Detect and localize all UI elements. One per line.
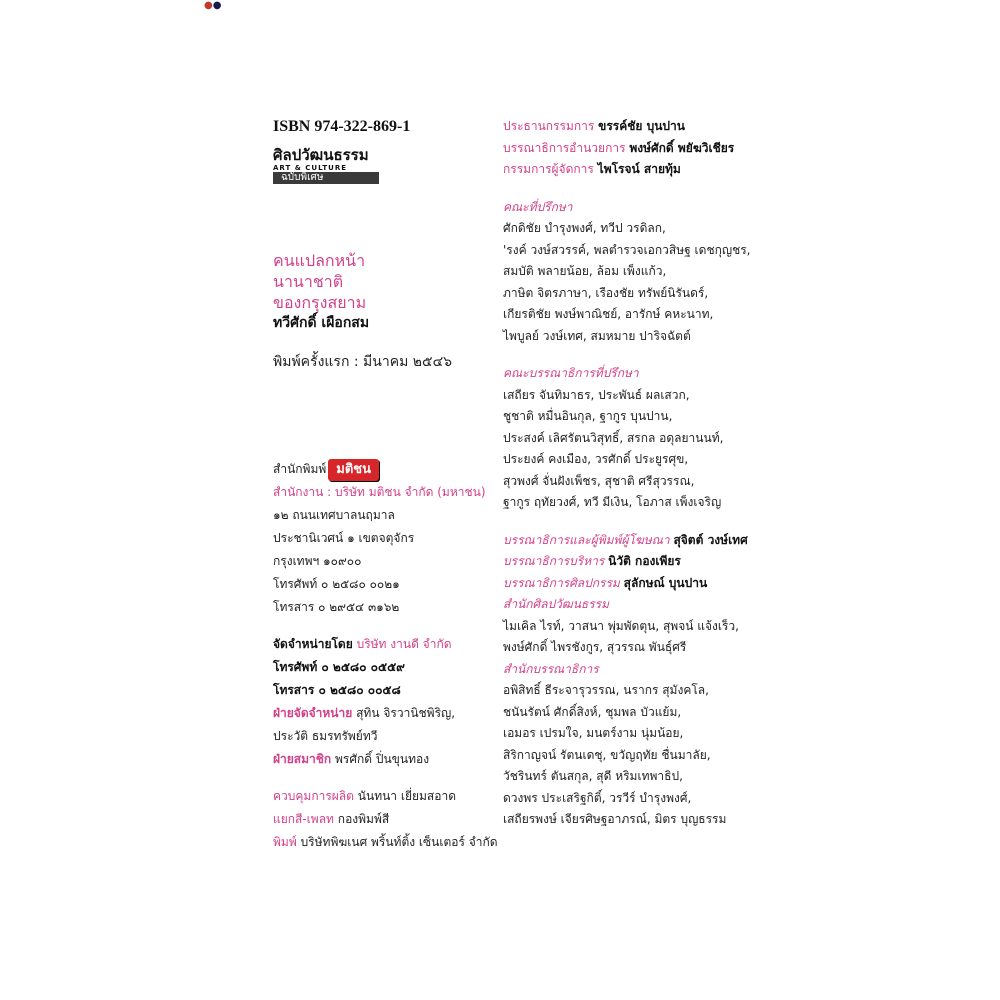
advisors-line: ศักดิชัย บำรุงพงศ์, ทวีป วรดิลก, [503, 221, 666, 235]
board-row [503, 116, 763, 138]
logo-sub: ART & CULTURE [273, 164, 348, 172]
office-name: บริษัท มติชน จำกัด (มหาชน) [335, 485, 486, 499]
advisors-line: ไพบูลย์ วงษ์เทศ, สมหมาย ปาริจฉัตต์ [503, 328, 691, 343]
credits-block [503, 116, 763, 831]
publisher-label: สำนักพิมพ์ [273, 462, 327, 476]
dept-row [273, 702, 503, 725]
author: ทวีศักดิ์ เผือกสม [273, 315, 370, 331]
title-line: นานาชาติ [273, 272, 344, 291]
editor-value: สุจิตต์ วงษ์เทศ [673, 532, 748, 547]
member-name: พรศักดิ์ ปิ่นขุนทอง [335, 752, 430, 766]
publisher-block [273, 458, 503, 854]
editorial-office-heading: สำนักบรรณาธิการ [503, 661, 599, 676]
silapa-logo [273, 146, 379, 184]
editor-label: บรรณาธิการศิลปกรรม [503, 575, 620, 590]
dept-label: ฝ่ายจัดจำหน่าย [273, 706, 353, 720]
silapa-office-line: พงษ์ศักดิ์ ไพรชังกูร, สุวรรณ พันธุ์ศรี [503, 640, 687, 654]
distributor-name: บริษัท งานดี จำกัด [356, 637, 452, 651]
editor-row [503, 530, 763, 552]
production-label: ควบคุมการผลิต [273, 789, 354, 803]
title-line: คนแปลกหน้า [273, 251, 366, 270]
board-value: พงษ์ศักดิ์ พยัฆวิเชียร [629, 140, 735, 155]
production-value: กองพิมพ์สี [337, 812, 390, 826]
board-label: บรรณาธิการอำนวยการ [503, 140, 626, 155]
editorial-office-line: สิริกาญจน์ รัตนเดชุ, ขวัญฤทัย ชื่นมาลัย, [503, 747, 711, 762]
editorial-office-line: ชนันรัตน์ ศักดิ์สิงห์, ชุมพล บัวแย้ม, [503, 704, 682, 719]
production-label: พิมพ์ [273, 835, 297, 849]
title-line: ของกรุงสยาม [273, 293, 367, 312]
editor-label: บรรณาธิการและผู้พิมพ์ผู้โฆษณา [503, 532, 670, 547]
logo-edition: ฉบับพิเศษ [273, 172, 379, 184]
address-line: โทรสาร ๐ ๒๙๕๔ ๓๑๖๒ [273, 600, 400, 614]
address-line: ประชานิเวศน์ ๑ เขตจตุจักร [273, 531, 415, 545]
board-label: กรรมการผู้จัดการ [503, 162, 594, 176]
editorial-office-line: วัชรินทร์ ตันสกุล, สุดี หริมเทพาธิป, [503, 769, 683, 783]
member-label: ฝ่ายสมาชิก [273, 752, 332, 766]
silapa-office-heading: สำนักศิลปวัฒนธรรม [503, 597, 610, 611]
publisher-row [273, 458, 503, 481]
isbn: ISBN 974-322-869-1 [273, 118, 411, 135]
editor-value: สุลักษณ์ บุนปาน [623, 575, 708, 590]
member-row [273, 748, 503, 771]
board-row [503, 159, 763, 181]
editorial-office-line: เอมอร เปรมใจ, มนตร์งาม นุ่มน้อย, [503, 726, 684, 740]
editorial-advisors-line: ชูชาติ หมื่นอินกุล, ฐากูร บุนปาน, [503, 409, 673, 423]
board-value: ไพโรจน์ สายทุ้ม [597, 162, 681, 176]
board-value: ขรรค์ชัย บุนปาน [598, 119, 685, 133]
board-label: ประธานกรรมการ [503, 119, 595, 133]
production-row [273, 808, 503, 831]
production-row [273, 785, 503, 808]
advisors-line: 'รงค์ วงษ์สวรรค์, พลตำรวจเอกวสิษฐ เดชกุญชร, [503, 242, 751, 257]
dept-names-cont: ประวัติ ธมรทรัพย์ทวี [273, 729, 378, 743]
editorial-advisors-line: ฐากูร ฤทัยวงศ์, ทวี มีเงิน, โอภาส เพ็งเจริญ [503, 495, 722, 509]
editorial-office-line: เสถียรพงษ์ เจียรศิษฐอาภรณ์, มิตร บุญธรรม [503, 812, 727, 826]
address-line: กรุงเทพฯ ๑๐๙๐๐ [273, 554, 362, 568]
book-title [273, 250, 369, 334]
production-row [273, 831, 503, 854]
distributor-fax: โทรสาร ๐ ๒๕๘๐ ๐๐๕๘ [273, 683, 401, 697]
board-row [503, 138, 763, 160]
silapa-office-line: ไมเคิล ไรท์, วาสนา พุ่มพัดตุน, สุพจน์ แจ้งเร็ว, [503, 618, 739, 633]
editorial-advisors-heading: คณะบรรณาธิการที่ปรึกษา [503, 366, 639, 380]
edition-info: พิมพ์ครั้งแรก : มีนาคม ๒๕๔๖ [273, 354, 453, 370]
distributor-row [273, 633, 503, 656]
production-label: แยกสี-เพลท [273, 812, 334, 826]
editor-row [503, 573, 763, 595]
dept-names: สุทิน จิรวานิชพิริญ, [356, 706, 456, 720]
advisors-line: เกียรติชัย พงษ์พาณิชย์, อารักษ์ คหะนาท, [503, 307, 714, 321]
distributor-phone: โทรศัพท์ ๐ ๒๕๘๐ ๐๕๕๙ [273, 660, 405, 674]
office-label: สำนักงาน : [273, 485, 332, 499]
corner-dots: ●● [204, 0, 222, 11]
advisors-heading: คณะที่ปรึกษา [503, 199, 573, 214]
matichon-logo: มติชน [328, 459, 379, 481]
editorial-advisors-line: ประสงค์ เลิศรัตนวิสุทธิ์, สรกล อดุลยานนท์, [503, 430, 724, 445]
editorial-advisors-line: เสถียร จันทิมาธร, ประพันธ์ ผลเสวก, [503, 387, 690, 402]
address-line: ๑๒ ถนนเทศบาลนฤมาล [273, 508, 395, 522]
editor-row [503, 551, 763, 573]
production-value: นันทนา เยี่ยมสอาด [357, 789, 456, 803]
editor-value: นิวัติ กองเพียร [608, 554, 681, 568]
editor-label: บรรณาธิการบริหาร [503, 554, 605, 568]
production-value: บริษัทพิฆเนศ พริ้นท์ติ้ง เซ็นเตอร์ จำกัด [300, 835, 498, 849]
editorial-advisors-line: สุวพงศ์ จั่นฝังเพ็ชร, สุชาติ ศรีสุวรรณ, [503, 473, 695, 488]
editorial-office-line: อพิสิทธิ์ ธีระจารุวรรณ, นรากร สุมังคโล, [503, 683, 709, 697]
editorial-advisors-line: ประยงค์ คงเมือง, วรศักดิ์ ประยูรศุข, [503, 452, 689, 466]
address-line: โทรศัพท์ ๐ ๒๕๘๐ ๐๐๒๑ [273, 577, 400, 591]
office-row [273, 481, 503, 504]
distributor-label: จัดจำหน่ายโดย [273, 637, 353, 651]
logo-name: ศิลปวัฒนธรรม [273, 146, 369, 164]
advisors-line: ภาษิต จิตรภาษา, เรืองชัย ทรัพย์นิรันดร์, [503, 285, 709, 300]
advisors-line: สมบัติ พลายน้อย, ล้อม เพ็งแก้ว, [503, 264, 667, 278]
editorial-office-line: ดวงพร ประเสริฐกิติ์, วรวีร์ บำรุงพงศ์, [503, 790, 692, 805]
